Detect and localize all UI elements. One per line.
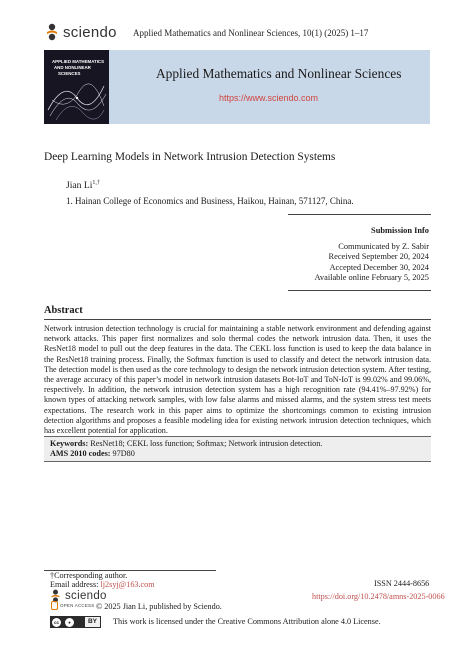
journal-title: Applied Mathematics and Nonlinear Sciences: [156, 66, 402, 81]
svg-text:AND NONLINEAR: AND NONLINEAR: [54, 65, 91, 70]
abstract-line: In addition, the network intrusion detection system has a high recognition rate (94.41%–97.92%) for known types of: [44, 385, 431, 405]
abstract-heading: Abstract: [44, 305, 83, 316]
abstract-text: [44, 324, 431, 436]
abstract-line: Network intrusion detection technology is crucial for maintaining a stable network environment and defending against: [44, 324, 431, 333]
svg-text:APPLIED MATHEMATICS: APPLIED MATHEMATICS: [52, 59, 105, 64]
open-lock-icon: [51, 601, 58, 610]
email-line: [50, 580, 155, 589]
abstract-line: attacking network samples, with low false alarms and missed alarms, and the system stress test meets expectations. The: [44, 395, 431, 415]
submission-bottom-rule: [288, 290, 431, 291]
journal-reference: Applied Mathematics and Nonlinear Sciences, 10(1) (2025) 1–17: [133, 28, 369, 38]
issn: ISSN 2444-8656: [374, 579, 430, 588]
abstract-rule: [44, 319, 431, 320]
submission-heading: Submission Info: [371, 226, 429, 235]
by-label: BY: [85, 617, 100, 627]
journal-url-link[interactable]: https://www.sciendo.com: [219, 93, 319, 103]
submission-communicated: Communicated by Z. Sabir: [338, 242, 429, 251]
sciendo-logo: [45, 22, 117, 42]
keywords-label: Keywords:: [50, 439, 89, 448]
copyright-notice: © 2025 Jian Li, published by Sciendo.: [96, 602, 222, 611]
doi-link[interactable]: https://doi.org/10.2478/amns-2025-0066: [312, 592, 445, 601]
keywords-value: ResNet18; CEKL loss function; Softmax; Network intrusion detection.: [90, 439, 323, 448]
submission-online: Available online February 5, 2025: [314, 273, 429, 283]
cc-by-license-badge[interactable]: [50, 616, 101, 628]
abstract-line: model to pull out the deep features in the data. The CEKL loss function is used to keep the data balance in the ResNet18: [44, 344, 431, 364]
cc-icon: cc: [53, 619, 59, 625]
submission-accepted: Accepted December 30, 2024: [329, 262, 429, 272]
keywords-line: [50, 439, 322, 448]
journal-cover-image: [44, 50, 109, 124]
sciendo-wordmark: sciendo: [63, 23, 117, 41]
author-affiliation: 1. Hainan College of Economics and Business, Haikou, Hainan, 571127, China.: [66, 196, 354, 206]
author-name: [66, 180, 100, 191]
submission-top-rule: [288, 214, 431, 215]
abstract-line: model is then used as the core technology to design the network intrusion detection system. After testing, the average: [44, 364, 431, 385]
license-statement: This work is licensed under the Creative Commons Attribution alone 4.0 License.: [113, 617, 381, 626]
ams-codes-label: AMS 2010 codes:: [50, 449, 111, 458]
footer-sciendo-wordmark: sciendo: [65, 590, 107, 602]
submission-received: Received September 20, 2024: [328, 252, 429, 262]
abstract-line: network attacks. This paper first normalizes and solo thermal codes the network intrusion data. Then, it uses the ResNet18: [44, 334, 431, 354]
open-access-badge: [51, 601, 94, 610]
svg-text:SCIENCES: SCIENCES: [58, 71, 81, 76]
ams-codes-line: [50, 449, 135, 458]
abstract-line: research work in this paper aims to optimize the shortcomings common to existing intrusion detection algorithms and: [44, 405, 431, 425]
author-affiliation-marks: 1,†: [92, 180, 100, 186]
abstract-line: application.: [129, 426, 168, 436]
submission-info: [314, 242, 429, 284]
ams-codes-value: 97D80: [112, 449, 135, 458]
abstract-line: proposes a feasible modeling idea for existing network intrusion detection techniques, which has excellent potential for: [44, 415, 431, 436]
author-name-text: Jian Li: [66, 180, 93, 192]
attribution-person-icon: ●: [65, 618, 74, 627]
sciendo-mark-icon: [45, 23, 59, 41]
corresponding-author-note: †Corresponding author.: [50, 571, 128, 580]
abstract-line: accuracy of this paper’s model in network intrusion datasets Bot-IoT and ToN-IoT is 99.02% and 99.06%, respectively.: [44, 375, 431, 395]
abstract-line: training process. Finally, the Softmax function is used to classify and detect the network intrusion data. The detection: [44, 354, 431, 374]
paper-title: Deep Learning Models in Network Intrusion Detection Systems: [44, 151, 336, 163]
email-link[interactable]: lj2syj@163.com: [100, 580, 155, 589]
email-label: Email address:: [50, 580, 99, 589]
open-access-label: OPEN ACCESS: [60, 603, 95, 608]
